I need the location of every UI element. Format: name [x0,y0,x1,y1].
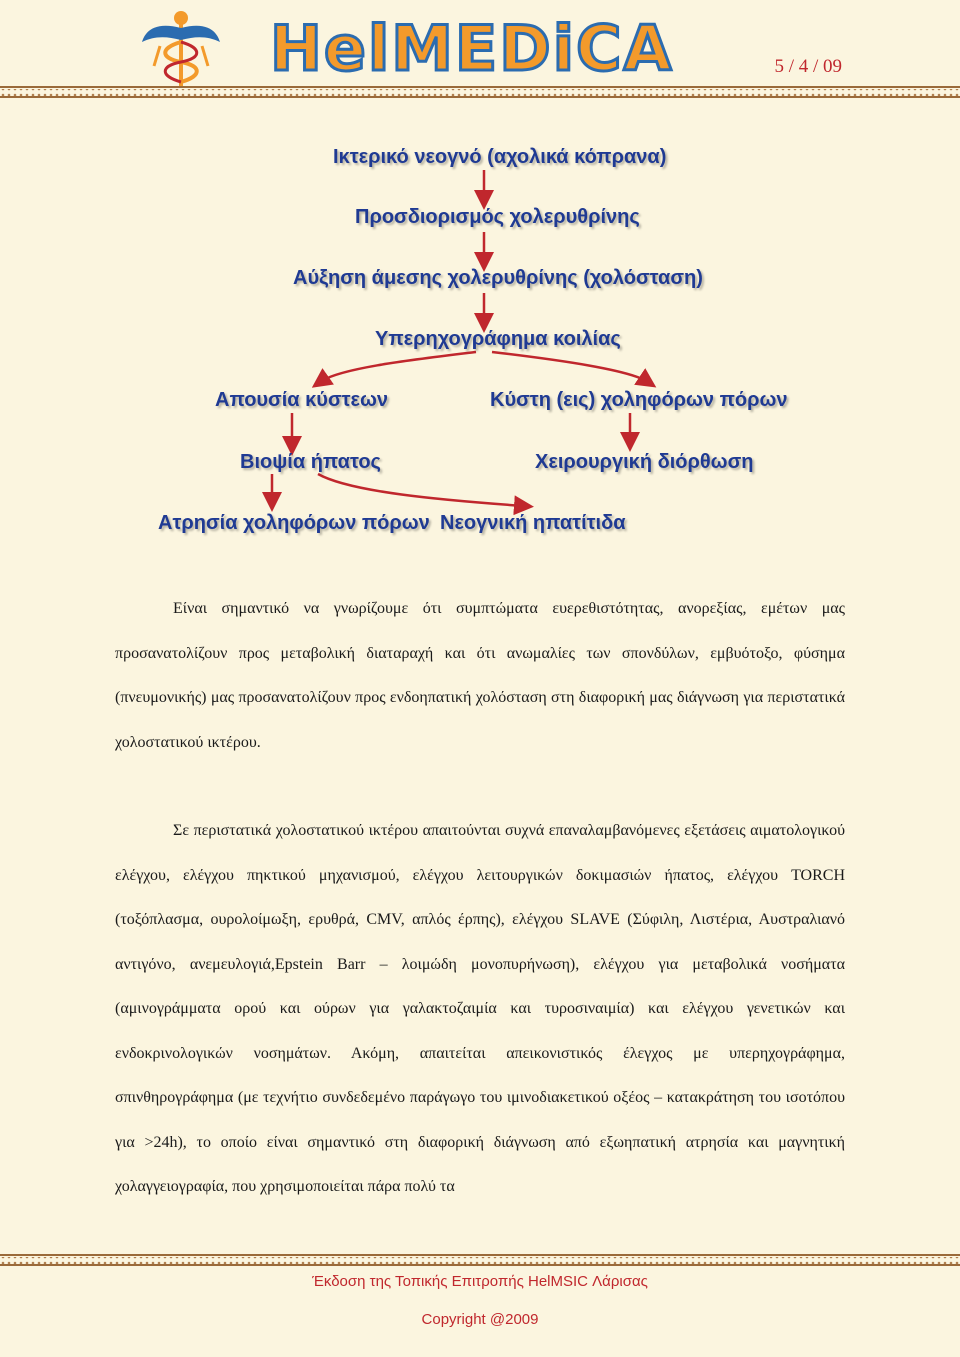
flow-node-ultrasound: Υπερηχογράφημα κοιλίας [375,328,621,350]
flow-node-no-cysts: Απουσία κύστεων [215,389,389,411]
svg-text:HelMEDiCA: HelMEDiCA [270,12,674,82]
issue-date: 5 / 4 / 09 [774,56,842,77]
flow-node-bile-duct-cyst: Κύστη (εις) χοληφόρων πόρων [490,389,788,411]
flow-node-biliary-atresia: Ατρησία χοληφόρων πόρων [158,512,430,534]
body-paragraph-2: Σε περιστατικά χολοστατικού ικτέρου απαιτούνται συχνά επαναλαμβανόμενες εξετάσεις αιματολογικού ελέγχου, ελέγχου πηκτικού μηχανισμού, ελέγχου λειτουργικών δοκιμασιών ήπατος, ελέγχου TORCH (τοξόπλασμα, ουρολοίμωξη, ερυθρά, CMV, απλός έρπης), ελέγχου SLAVE (Σύφιλη, Λιστέρια, Αυστραλιανό αντιγόνο, ανεμευλογιά,Epstein Barr – λοιμώδη μονοπυρήνωση), ελέγχου για μεταβολικά νοσήματα (αμινογράμματα ορού και ούρων για γαλακτοζαιμία και τυροσιναιμία) και ελέγχου γενετικών και ενδοκρινολογικών νοσημάτων. Ακόμη, απαιτείται απεικονιστικός έλεγχος με υπερηχογράφημα, σπινθηρογράφημα (με τεχνήτιο συνδεδεμένο παράγωγο του ιμινοδιακετικού οξέος – κατακράτηση του ισοτόπου για >24h), το οποίο είναι σημαντικό στη διαφορική διάγνωση από εξωηπατική ατρησία και μαγνητική χολαγγειογραφία, που χρησιμοποιείται πάρα πολύ τα [115,822,845,1195]
page-header [0,0,960,100]
flow-node-jaundiced-neonate: Ικτερικό νεογνό (αχολικά κόπρανα) [333,146,667,168]
header-divider [0,86,960,98]
flow-node-neonatal-hepatitis: Νεογνική ηπατίτιδα [440,512,626,534]
caduceus-emblem-icon [140,6,222,92]
footer-divider [0,1254,960,1266]
diagnostic-flowchart [0,120,960,560]
footer-copyright: Copyright @2009 [421,1311,539,1328]
helmedica-logo [266,12,726,82]
flow-node-liver-biopsy: Βιοψία ήπατος [240,451,381,473]
flow-node-bilirubin-test: Προσδιορισμός χολερυθρίνης [355,206,640,228]
footer-edition: Έκδοση της Τοπικής Επιτροπής HelMSIC Λάρισας [312,1273,648,1290]
body-paragraph-1: Είναι σημαντικό να γνωρίζουμε ότι συμπτώματα ευερεθιστότητας, ανορεξίας, εμέτων μας προσανατολίζουν προς μεταβολική διαταραχή και ότι ανωμαλίες των σπονδύλων, εμβυότοξο, φύσημα (πνευμονικής) μας προσανατολίζουν προς ενδοηπατική χολόσταση στη διαφορική μας διάγνωση για περιστατικά χολοστατικού ικτέρου. [115,600,845,751]
flow-node-direct-bilirubin: Αύξηση άμεσης χολερυθρίνης (χολόσταση) [293,267,703,289]
flow-node-surgical-correction: Χειρουργική διόρθωση [535,451,754,473]
